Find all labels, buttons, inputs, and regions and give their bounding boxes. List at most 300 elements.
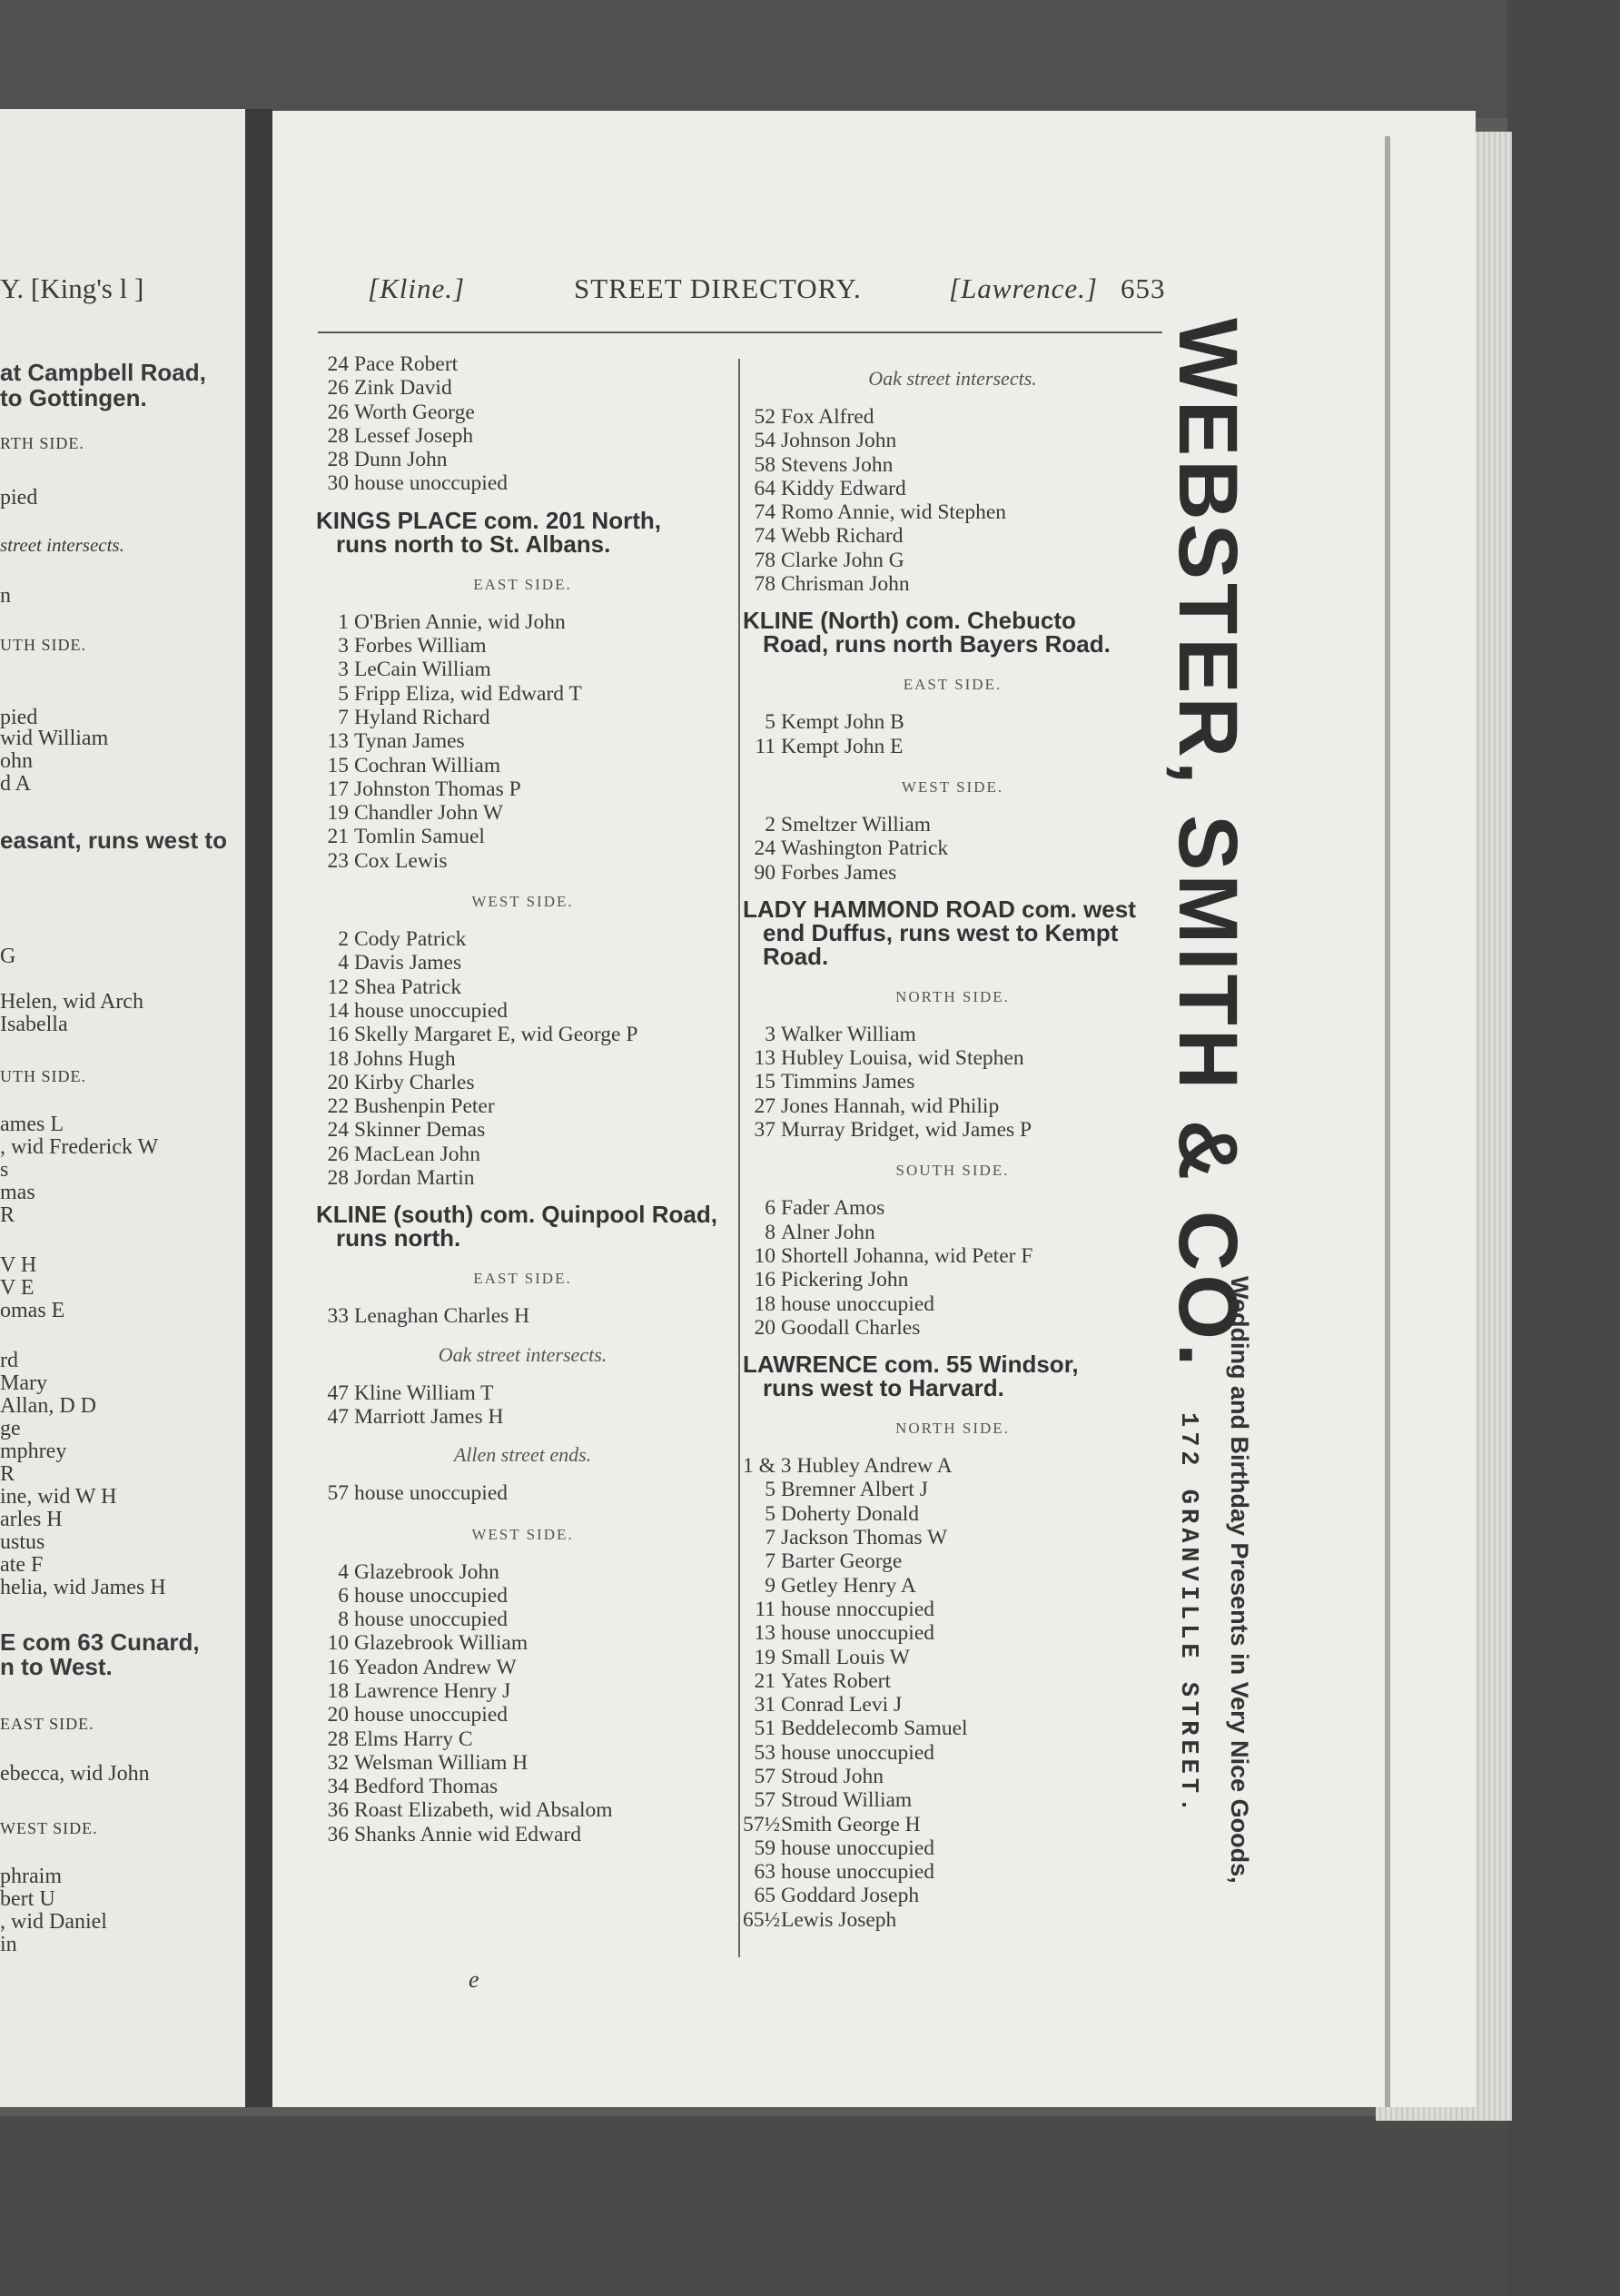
resident-name: Skinner Demas	[354, 1118, 486, 1143]
house-number: 26	[327, 400, 349, 424]
directory-entry	[316, 1023, 729, 1046]
directory-entry	[743, 405, 1162, 429]
directory-entry	[743, 1646, 1162, 1669]
directory-entry	[743, 477, 1162, 500]
previous-page-line: UTH SIDE.	[0, 1067, 86, 1085]
previous-page-line: pied	[0, 486, 38, 510]
directory-entry	[743, 1268, 1162, 1292]
header-left-street	[368, 272, 465, 305]
resident-name: house unoccupied	[354, 1583, 509, 1608]
page-number: 653	[1121, 272, 1166, 304]
house-number: 4	[338, 951, 349, 975]
house-number: 8	[765, 1220, 775, 1244]
street-heading-line: Road, runs north Bayers Road.	[763, 630, 1111, 658]
resident-name: Pickering John	[781, 1268, 909, 1292]
resident-name: Chandler John W	[354, 801, 504, 826]
directory-entry	[743, 1621, 1162, 1645]
previous-page-line: Mary	[0, 1371, 47, 1395]
resident-name: Johns Hugh	[354, 1046, 456, 1071]
house-number: 31	[754, 1693, 775, 1717]
house-number: 20	[327, 1703, 349, 1727]
directory-entry	[316, 1798, 729, 1822]
house-number: 30	[327, 471, 349, 496]
header-left-text: [Kline.]	[368, 272, 466, 304]
directory-entry	[316, 401, 729, 424]
house-number: 2	[338, 927, 349, 952]
street-heading-line: KINGS PLACE com. 201 North,	[316, 506, 661, 534]
resident-name: Bedford Thomas	[354, 1775, 499, 1799]
house-number: 16	[327, 1655, 349, 1679]
resident-name: Lawrence Henry J	[354, 1678, 511, 1703]
house-number: 12	[327, 975, 349, 999]
previous-page-line: G	[0, 945, 16, 968]
previous-page-line: ebecca, wid John	[0, 1762, 150, 1786]
previous-page-line: V H	[0, 1253, 37, 1277]
house-number: 32	[327, 1750, 349, 1775]
directory-entry	[316, 448, 729, 471]
house-number: 28	[327, 1166, 349, 1191]
directory-entry	[316, 1381, 729, 1405]
directory-entry	[743, 500, 1162, 524]
street-side-label: EAST SIDE.	[903, 676, 1003, 694]
house-number: 21	[327, 825, 349, 849]
header-title: STREET DIRECTORY.	[574, 272, 862, 304]
resident-name: Kiddy Edward	[781, 476, 906, 500]
house-number: 51	[754, 1717, 775, 1741]
house-number: 34	[327, 1775, 349, 1799]
resident-name: house unoccupied	[354, 1481, 509, 1506]
directory-entry	[316, 1751, 729, 1775]
house-number: 6	[338, 1583, 349, 1608]
resident-name: Clarke John G	[781, 548, 904, 572]
resident-name: Shortell Johanna, wid Peter F	[781, 1243, 1033, 1268]
resident-name: Worth George	[354, 400, 475, 424]
house-number: 5	[765, 1478, 775, 1502]
resident-name: MacLean John	[354, 1142, 480, 1166]
resident-name: Tynan James	[354, 729, 465, 754]
house-number: 2	[765, 812, 775, 836]
directory-entry	[743, 453, 1162, 477]
house-number: 13	[754, 1621, 775, 1646]
directory-entry	[316, 754, 729, 777]
resident-name: Fader Amos	[781, 1196, 885, 1221]
house-number: 5	[338, 681, 349, 706]
resident-name: Kline William T	[354, 1381, 494, 1405]
resident-name: Welsman William H	[354, 1750, 528, 1775]
house-number: 1 & 3	[743, 1454, 792, 1479]
house-number: 5	[765, 1501, 775, 1526]
directory-entry	[316, 1703, 729, 1727]
house-number: 47	[327, 1381, 349, 1405]
house-number: 7	[765, 1549, 775, 1574]
house-number: 10	[754, 1243, 775, 1268]
directory-entry	[316, 1823, 729, 1846]
house-number: 57	[754, 1764, 775, 1788]
previous-page-line: ohn	[0, 749, 33, 773]
house-number: 19	[754, 1645, 775, 1669]
resident-name: Doherty Donald	[781, 1501, 920, 1526]
directory-entry	[316, 1166, 729, 1190]
resident-name: Yeadon Andrew W	[354, 1655, 517, 1679]
resident-name: Shanks Annie wid Edward	[354, 1822, 581, 1846]
directory-entry	[743, 1884, 1162, 1907]
previous-page-line: Helen, wid Arch	[0, 990, 143, 1014]
house-number: 78	[754, 548, 775, 572]
directory-entry	[316, 1775, 729, 1798]
directory-entry	[743, 1860, 1162, 1884]
street-heading-line: KLINE (south) com. Quinpool Road,	[316, 1201, 717, 1229]
directory-entry	[743, 861, 1162, 885]
house-number: 5	[765, 710, 775, 735]
directory-entry	[743, 1046, 1162, 1070]
resident-name: Jones Hannah, wid Philip	[781, 1094, 1000, 1118]
scan-background	[0, 0, 1620, 118]
house-number: 54	[754, 429, 775, 453]
resident-name: house unoccupied	[781, 1860, 935, 1885]
resident-name: Lenaghan Charles H	[354, 1304, 530, 1329]
resident-name: Kempt John E	[781, 734, 904, 758]
previous-page-header: Y. [King's l ]	[0, 272, 144, 304]
directory-entry	[743, 1502, 1162, 1526]
directory-entry	[743, 813, 1162, 836]
resident-name: Barter George	[781, 1549, 903, 1574]
resident-name: Goddard Joseph	[781, 1884, 920, 1908]
street-heading	[743, 609, 1162, 656]
previous-page-line: , wid Daniel	[0, 1910, 107, 1934]
house-number: 74	[754, 500, 775, 525]
directory-entry	[743, 1454, 1162, 1478]
resident-name: Cox Lewis	[354, 848, 448, 873]
street-side-label: NORTH SIDE.	[895, 1420, 1010, 1438]
house-number: 13	[754, 1046, 775, 1071]
house-number: 78	[754, 572, 775, 597]
previous-page-line: R	[0, 1203, 15, 1227]
house-number: 64	[754, 476, 775, 500]
house-number: 57	[754, 1788, 775, 1813]
house-number: 4	[338, 1559, 349, 1584]
street-heading	[316, 506, 729, 558]
house-number: 18	[327, 1678, 349, 1703]
resident-name: Glazebrook William	[354, 1631, 528, 1656]
column-rule	[738, 359, 740, 1957]
previous-page-line: wid William	[0, 727, 109, 750]
street-heading-line: end Duffus, runs west to Kempt	[763, 918, 1119, 946]
directory-entry	[743, 1693, 1162, 1717]
resident-name: Jackson Thomas W	[781, 1526, 948, 1550]
previous-page-line: d A	[0, 772, 32, 796]
house-number: 26	[327, 376, 349, 401]
directory-entry	[743, 524, 1162, 548]
house-number: 1	[338, 609, 349, 634]
resident-name: Walker William	[781, 1022, 916, 1046]
house-number: 74	[754, 524, 775, 549]
street-heading	[316, 1202, 729, 1250]
directory-entry	[316, 1584, 729, 1608]
directory-entry	[316, 1071, 729, 1094]
resident-name: Forbes James	[781, 860, 897, 885]
house-number: 3	[338, 634, 349, 658]
resident-name: Goodall Charles	[781, 1315, 921, 1340]
resident-name: Bushenpin Peter	[354, 1094, 495, 1119]
resident-name: Murray Bridget, wid James P	[781, 1118, 1032, 1143]
resident-name: Dunn John	[354, 448, 448, 472]
house-number: 15	[327, 753, 349, 777]
resident-name: Tomlin Samuel	[354, 825, 485, 849]
directory-entry	[316, 376, 729, 400]
directory-entry	[316, 1679, 729, 1703]
house-number: 3	[765, 1022, 775, 1046]
directory-entry	[316, 1304, 729, 1328]
resident-name: Lessef Joseph	[354, 423, 474, 448]
previous-page-line: ge	[0, 1417, 21, 1440]
resident-name: Smith George H	[781, 1812, 921, 1836]
resident-name: Fox Alfred	[781, 405, 874, 429]
house-number: 63	[754, 1860, 775, 1885]
resident-name: house unoccupied	[781, 1836, 935, 1860]
house-number: 36	[327, 1798, 349, 1823]
resident-name: Johnston Thomas P	[354, 777, 521, 801]
house-number: 28	[327, 423, 349, 448]
resident-name: Fripp Eliza, wid Edward T	[354, 681, 582, 706]
directory-entry	[743, 1788, 1162, 1812]
directory-entry	[316, 849, 729, 873]
directory-entry	[316, 352, 729, 376]
resident-name: Zink David	[354, 376, 452, 401]
previous-page-line: Isabella	[0, 1013, 68, 1036]
intersection-note: Oak street intersects.	[868, 367, 1037, 390]
advertisement-address: 172 GRANVILLE STREET.	[1174, 1412, 1201, 1817]
house-number: 27	[754, 1094, 775, 1118]
resident-name: house unoccupied	[354, 471, 509, 496]
directory-entry	[743, 1765, 1162, 1788]
directory-entry	[743, 1717, 1162, 1740]
directory-entry	[316, 1560, 729, 1584]
previous-page-line: E com 63 Cunard,	[0, 1628, 200, 1656]
previous-page-line: pied	[0, 706, 38, 729]
directory-entry	[316, 634, 729, 658]
resident-name: Cochran William	[354, 753, 501, 777]
house-number: 23	[327, 848, 349, 873]
resident-name: Conrad Levi J	[781, 1693, 903, 1717]
directory-entry	[743, 1669, 1162, 1693]
resident-name: Stroud William	[781, 1788, 913, 1813]
street-heading-line: KLINE (North) com. Chebucto	[743, 607, 1076, 635]
house-number: 65½	[743, 1907, 781, 1932]
house-number: 28	[327, 1727, 349, 1751]
advertisement-tagline: Wedding and Birthday Presents in Very Nice Goods,	[1226, 1276, 1253, 1884]
resident-name: Timmins James	[781, 1070, 915, 1094]
right-column	[743, 352, 1162, 1932]
resident-name: house unoccupied	[354, 1608, 509, 1632]
previous-page-line: omas E	[0, 1299, 65, 1322]
street-side-label: WEST SIDE.	[471, 1525, 574, 1543]
street-heading	[743, 1352, 1162, 1400]
directory-entry	[743, 1316, 1162, 1340]
house-number: 17	[327, 777, 349, 801]
resident-name: house unoccupied	[781, 1621, 935, 1646]
directory-entry	[743, 1908, 1162, 1932]
directory-entry	[316, 1118, 729, 1142]
directory-entry	[743, 1574, 1162, 1598]
house-number: 57½	[743, 1812, 781, 1836]
directory-entry	[743, 1023, 1162, 1046]
directory-entry	[316, 1094, 729, 1118]
resident-name: house unoccupied	[354, 998, 509, 1023]
previous-page-line: s	[0, 1158, 9, 1182]
resident-name: Kirby Charles	[354, 1070, 475, 1094]
house-number: 37	[754, 1118, 775, 1143]
resident-name: Kempt John B	[781, 710, 904, 735]
directory-entry	[743, 1549, 1162, 1573]
house-number: 24	[327, 352, 349, 376]
directory-entry	[316, 471, 729, 495]
resident-name: house unoccupied	[781, 1292, 935, 1316]
resident-name: Marriott James H	[354, 1404, 504, 1429]
house-number: 90	[754, 860, 775, 885]
house-number: 7	[765, 1526, 775, 1550]
resident-name: Forbes William	[354, 634, 487, 658]
house-number: 24	[754, 836, 775, 861]
street-heading-line: LAWRENCE com. 55 Windsor,	[743, 1351, 1079, 1379]
house-number: 22	[327, 1094, 349, 1119]
directory-entry	[316, 682, 729, 706]
resident-name: Johnson John	[781, 429, 897, 453]
street-heading-line: Road.	[763, 942, 829, 970]
house-number: 9	[765, 1573, 775, 1598]
previous-page-line: EAST SIDE.	[0, 1715, 94, 1733]
house-number: 28	[327, 448, 349, 472]
house-number: 7	[338, 705, 349, 729]
house-number: 58	[754, 452, 775, 477]
resident-name: Stroud John	[781, 1764, 884, 1788]
left-column	[316, 352, 729, 1846]
street-heading-line: runs west to Harvard.	[763, 1374, 1004, 1402]
scan-background-bottom	[0, 2116, 1620, 2296]
street-heading-line: LADY HAMMOND ROAD com. west	[743, 895, 1136, 923]
previous-page-line: to Gottingen.	[0, 384, 147, 411]
street-heading-line: runs north.	[336, 1224, 461, 1252]
previous-page-line: mphrey	[0, 1440, 67, 1463]
resident-name: Cody Patrick	[354, 927, 467, 952]
directory-entry	[316, 706, 729, 729]
directory-entry	[743, 1836, 1162, 1860]
street-side-label: EAST SIDE.	[473, 1270, 572, 1288]
signature-mark: e	[469, 1966, 479, 1993]
header-right-text: [Lawrence.]	[949, 272, 1098, 304]
previous-page-line: n to West.	[0, 1653, 113, 1680]
directory-entry	[316, 1143, 729, 1166]
previous-page-line: ustus	[0, 1530, 45, 1554]
directory-entry	[316, 951, 729, 975]
resident-name: Small Louis W	[781, 1645, 910, 1669]
resident-name: Romo Annie, wid Stephen	[781, 500, 1007, 525]
street-side-label: WEST SIDE.	[901, 777, 1004, 796]
previous-page-line: in	[0, 1933, 17, 1956]
resident-name: Chrisman John	[781, 572, 910, 597]
resident-name: Beddelecomb Samuel	[781, 1717, 968, 1741]
house-number: 65	[754, 1884, 775, 1908]
previous-page-line: WEST SIDE.	[0, 1819, 98, 1837]
resident-name: Roast Elizabeth, wid Absalom	[354, 1798, 613, 1823]
previous-page-line: V E	[0, 1276, 35, 1300]
directory-entry	[316, 658, 729, 681]
house-number: 11	[755, 1597, 775, 1621]
resident-name: Skelly Margaret E, wid George P	[354, 1023, 638, 1047]
directory-entry	[743, 1741, 1162, 1765]
resident-name: LeCain William	[354, 658, 491, 682]
previous-page-line: ine, wid W H	[0, 1485, 117, 1509]
house-number: 52	[754, 405, 775, 429]
directory-entry	[316, 1631, 729, 1655]
directory-entry	[316, 424, 729, 448]
house-number: 24	[327, 1118, 349, 1143]
previous-page-line: RTH SIDE.	[0, 434, 84, 452]
house-number: 16	[327, 1023, 349, 1047]
resident-name: house unoccupied	[781, 1740, 935, 1765]
directory-entry	[316, 777, 729, 801]
street-heading-line: runs north to St. Albans.	[336, 529, 611, 558]
directory-entry	[743, 429, 1162, 452]
resident-name: Washington Patrick	[781, 836, 949, 861]
resident-name: O'Brien Annie, wid John	[354, 609, 566, 634]
street-heading	[743, 897, 1162, 968]
directory-entry	[743, 1221, 1162, 1244]
house-number: 14	[327, 998, 349, 1023]
directory-entry	[743, 836, 1162, 860]
header-rule	[318, 332, 1162, 333]
previous-page-line: at Campbell Road,	[0, 359, 206, 386]
previous-page-line: R	[0, 1462, 15, 1486]
street-side-label: EAST SIDE.	[473, 575, 572, 593]
directory-entry	[316, 1656, 729, 1679]
previous-page-line: ames L	[0, 1113, 64, 1136]
house-number: 20	[327, 1070, 349, 1094]
previous-page	[0, 109, 245, 2107]
directory-entry	[743, 1292, 1162, 1316]
directory-entry	[743, 1070, 1162, 1094]
directory-entry	[743, 572, 1162, 596]
directory-entry	[743, 1813, 1162, 1836]
directory-entry	[316, 729, 729, 753]
previous-page-line: arles H	[0, 1508, 63, 1531]
house-number: 47	[327, 1404, 349, 1429]
house-number: 11	[755, 734, 775, 758]
resident-name: Glazebrook John	[354, 1559, 499, 1584]
directory-entry	[743, 1526, 1162, 1549]
directory-entry	[743, 1196, 1162, 1220]
scan-background-right	[1507, 0, 1620, 2296]
house-number: 16	[754, 1268, 775, 1292]
previous-page-line: , wid Frederick W	[0, 1135, 159, 1159]
directory-entry	[316, 801, 729, 825]
house-number: 53	[754, 1740, 775, 1765]
advertiser-name: WEBSTER, SMITH & CO.	[1161, 318, 1254, 1371]
house-number: 18	[327, 1046, 349, 1071]
resident-name: house nnoccupied	[781, 1597, 935, 1621]
directory-entry	[316, 825, 729, 848]
resident-name: Lewis Joseph	[781, 1907, 897, 1932]
directory-entry	[743, 735, 1162, 758]
house-number: 10	[327, 1631, 349, 1656]
book-gutter	[245, 109, 272, 2107]
resident-name: Hyland Richard	[354, 705, 490, 729]
previous-page-line: helia, wid James H	[0, 1576, 166, 1599]
resident-name: Shea Patrick	[354, 975, 462, 999]
house-number: 36	[327, 1822, 349, 1846]
resident-name: Bremner Albert J	[781, 1478, 928, 1502]
resident-name: Hubley Andrew A	[796, 1454, 953, 1479]
resident-name: Davis James	[354, 951, 462, 975]
